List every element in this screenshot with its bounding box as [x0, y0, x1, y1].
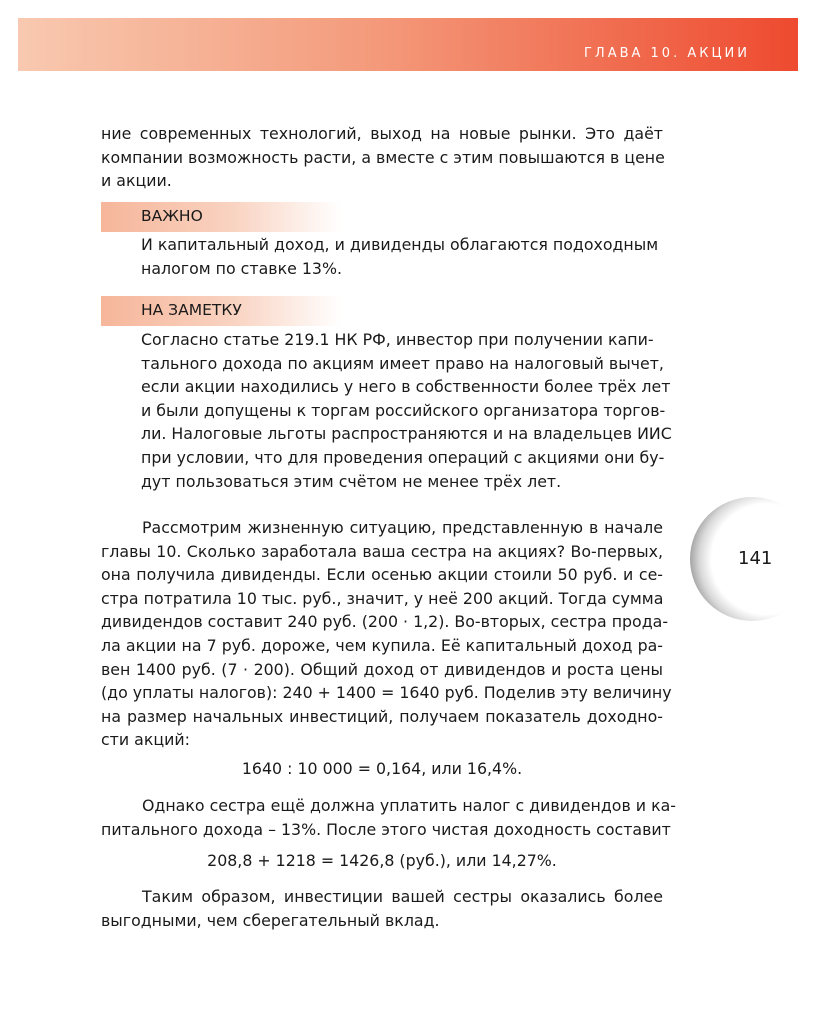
text-line: и были допущены к торгам российского организатора торгов- — [141, 400, 666, 420]
text-line: (до уплаты налогов): 240 + 1400 = 1640 руб. Поделив эту величину — [101, 683, 672, 703]
page-number: 141 — [738, 548, 773, 569]
intro-paragraph — [101, 122, 663, 193]
text-line: Однако сестра ещё должна уплатить налог с дивидендов и ка- — [142, 796, 677, 815]
text-line: выгодными, чем сберегательный вклад. — [101, 910, 440, 930]
text-line: дивидендов составит 240 руб. (200 · 1,2). Во-вторых, сестра прода- — [101, 612, 669, 632]
text-line: при условии, что для проведения операций с акциями они бу- — [141, 447, 665, 467]
text-line: налогом по ставке 13%. — [141, 258, 342, 278]
text-line: вен 1400 руб. (7 · 200). Общий доход от дивидендов и роста цены — [101, 659, 663, 679]
formula-return: 1640 : 10 000 = 0,164, или 16,4%. — [241, 759, 523, 778]
text-line: компании возможность расти, а вместе с этим повышаются в цене — [101, 147, 665, 167]
body-paragraph-3 — [101, 885, 663, 932]
text-line: И капитальный доход, и дивиденды облагаются подоходным — [141, 235, 659, 254]
text-line: сти акций: — [101, 730, 191, 750]
body-paragraph-2 — [101, 794, 677, 841]
important-label: ВАЖНО — [141, 207, 203, 225]
text-line: Таким образом, инвестиции вашей сестры оказались более — [142, 887, 663, 906]
note-label: НА ЗАМЕТКУ — [141, 301, 242, 319]
text-line: на размер начальных инвестиций, получаем показатель доходно- — [101, 706, 663, 726]
chapter-header-band — [18, 18, 798, 71]
text-line: тального дохода по акциям имеет право на налоговый вычет, — [141, 353, 664, 373]
text-line: ла акции на 7 руб. дороже, чем купила. Её капитальный доход ра- — [101, 635, 663, 655]
important-label-band — [101, 202, 341, 232]
formula-net-return: 208,8 + 1218 = 1426,8 (руб.), или 14,27%. — [207, 851, 557, 870]
text-line: она получила дивиденды. Если осенью акции стоили 50 руб. и се- — [101, 565, 663, 585]
text-line: ние современных технологий, выход на новые рынки. Это даёт — [101, 124, 663, 143]
note-text — [141, 328, 672, 493]
text-line: питального дохода – 13%. После этого чистая доходность составит — [101, 819, 671, 839]
text-line: и акции. — [101, 171, 172, 191]
text-line: стра потратила 10 тыс. руб., значит, у неё 200 акций. Тогда сумма — [101, 588, 664, 608]
body-paragraph-1 — [101, 516, 672, 752]
text-line: ли. Налоговые льготы распространяются и на владельцев ИИС — [141, 424, 672, 444]
chapter-title: ГЛАВА 10. АКЦИИ — [583, 46, 750, 61]
text-line: Рассмотрим жизненную ситуацию, представленную в начале — [142, 518, 663, 537]
text-line: дут пользоваться этим счётом не менее трёх лет. — [141, 471, 562, 491]
text-line: если акции находились у него в собственности более трёх лет — [141, 377, 671, 397]
text-line: главы 10. Сколько заработала ваша сестра на акциях? Во-первых, — [101, 541, 663, 561]
important-text — [141, 233, 659, 280]
text-line: Согласно статье 219.1 НК РФ, инвестор при получении капи- — [141, 330, 654, 349]
